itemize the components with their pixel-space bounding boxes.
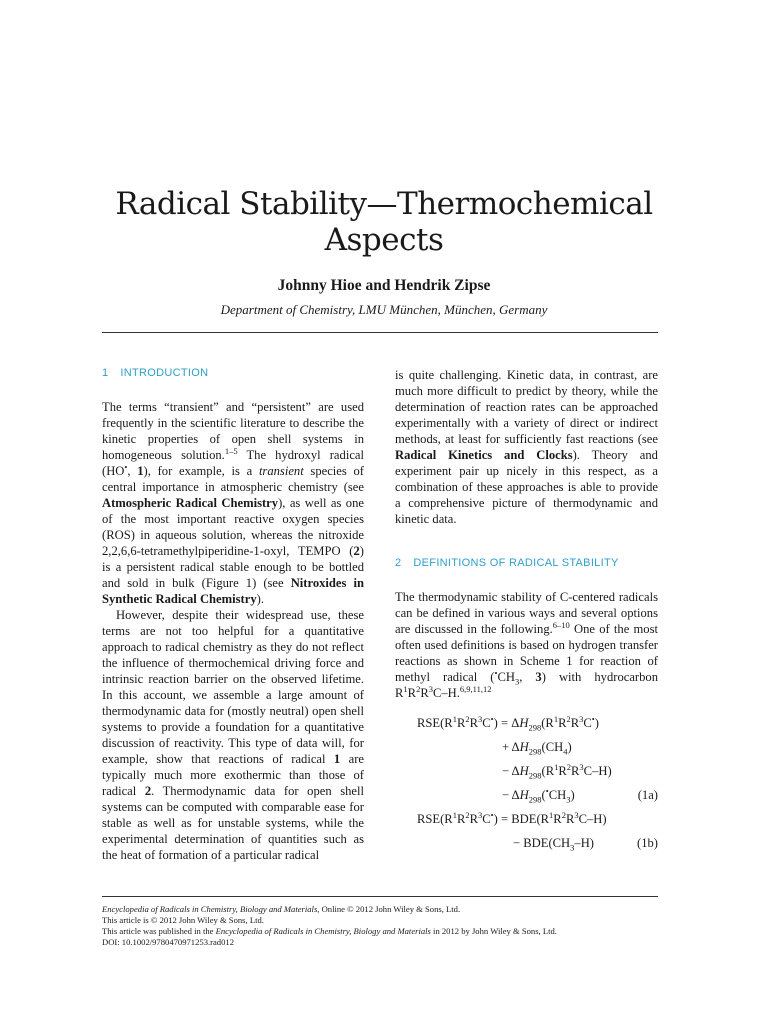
- text-run: R: [407, 686, 417, 700]
- reference-citation[interactable]: 1–5: [224, 445, 238, 456]
- compound-number: 2: [353, 544, 360, 558]
- compound-number: 3: [535, 670, 542, 684]
- author-list: Johnny Hioe and Hendrik Zipse: [277, 277, 491, 294]
- text-run: . Thermodynamic data for open shell systems can be computed with comparable ease for stable as well as for unstable systems, while the experimental determination of quantities such as the heat of formation of a particular radical: [102, 784, 365, 862]
- text-run: R: [420, 686, 429, 700]
- compound-number: 1: [333, 752, 341, 766]
- text-run: are typically much more exothermic than those of radical: [102, 752, 364, 798]
- subscript: 3: [514, 676, 520, 687]
- journal-name: Encyclopedia of Radicals in Chemistry, Biology and Materials: [215, 926, 431, 936]
- reference-citation[interactable]: 6,9,11,12: [459, 683, 492, 694]
- right-column: [395, 367, 658, 859]
- text-run: CH: [548, 788, 567, 802]
- intro-paragraph-2: [102, 607, 364, 863]
- journal-name: Encyclopedia of Radicals in Chemistry, Biology and Materials: [102, 904, 318, 914]
- radical-dot: •: [494, 667, 498, 678]
- text-run: (CH: [548, 836, 571, 850]
- cross-reference-link[interactable]: Atmospheric Radical Chemistry: [102, 496, 279, 510]
- left-column: [102, 367, 364, 863]
- section-heading-introduction: [102, 367, 364, 379]
- doi-link[interactable]: DOI: 10.1002/9780470971253.rad012: [102, 937, 234, 947]
- article-title: [0, 186, 768, 258]
- text-run: This article was published in the: [102, 926, 216, 936]
- text-run: ).: [256, 592, 264, 606]
- equation-1a-line-2: + $\Delta H_{298}(CH_4)$: [502, 740, 572, 757]
- text-run: The terms “transient” and “persistent” are used frequently in the scientific literature to describe the kinetic properties of open shell systems in homogeneous solution.: [102, 400, 364, 462]
- equation-tag-1b: (1b): [637, 836, 658, 850]
- equation-1a-line-1: $RSE(R^1R^2R^3C^•) = \Delta H_{298}(R^1R^2R^3C^•)$: [417, 713, 599, 733]
- text-run: RSE: [417, 716, 441, 730]
- footer-line-2: This article is © 2012 John Wiley & Sons, Ltd.: [102, 915, 264, 925]
- title-line-1: Radical Stability—Thermochemical: [115, 186, 653, 222]
- radical-dot: •: [124, 461, 128, 472]
- text-run: The hydroxyl radical (HO: [102, 448, 364, 478]
- superscript: 3: [428, 683, 433, 694]
- reference-citation[interactable]: 6–10: [552, 619, 570, 630]
- definitions-paragraph-1: [395, 589, 658, 701]
- equation-1a-line-3: − $\Delta H_{298}(R^1R^2R^3C-H)$: [502, 761, 612, 781]
- text-run: One of the most often used definitions is based on hydrogen transfer reactions as shown in Scheme 1 for reaction of methyl radical (: [395, 622, 658, 684]
- text-run: is quite challenging. Kinetic data, in contrast, are much more difficult to predict by theory, while the determination of reaction rates can be approached experimentally with a variety of direct or indirect methods, at least for sufficiently fast reactions (see: [395, 368, 658, 446]
- equation-tag-1a: (1a): [637, 788, 658, 802]
- header-divider: [102, 332, 658, 333]
- text-run: C–H.: [432, 686, 460, 700]
- equation-block: [395, 715, 658, 859]
- equation-1b-line-1: $RSE(R^1R^2R^3C^•) = BDE(R^1R^2R^3C-H)$: [417, 809, 607, 826]
- equation-1a-line-4: − $\Delta H_{298}(^•CH_3)$ (1a): [502, 785, 658, 805]
- section-title: INTRODUCTION: [120, 367, 209, 379]
- footer-line-3: [102, 926, 662, 937]
- section-number: 1: [102, 367, 109, 379]
- text-run: ), for example, is a: [143, 464, 259, 478]
- superscript: 1: [403, 683, 408, 694]
- title-line-2: Aspects: [324, 222, 444, 258]
- text-run: ) with hydrocarbon R: [395, 670, 659, 700]
- text-run: RSE: [417, 812, 441, 826]
- compound-number: 2: [144, 784, 152, 798]
- footer-divider: [102, 896, 658, 897]
- text-run: ) is a persistent radical stable enough to be bottled and sold in bulk (Figure 1) (see: [102, 544, 364, 590]
- text-run: –H): [574, 836, 594, 850]
- text-run: (CH: [541, 740, 564, 754]
- footer-line-1: [102, 904, 662, 915]
- equation-1b-line-2: − $BDE(CH_3-H)$ (1b): [513, 836, 658, 853]
- text-run: BDE: [523, 836, 549, 850]
- text-run: ,: [127, 464, 138, 478]
- affiliation: Department of Chemistry, LMU München, München, Germany: [220, 302, 548, 317]
- text-run: in 2012 by John Wiley & Sons, Ltd.: [430, 926, 557, 936]
- section-heading-definitions: [395, 557, 658, 569]
- text-run: ). Theory and experiment pair up nicely in this respect, as a combination of these approaches is able to provide a comprehensive picture of thermodynamic and kinetic data.: [395, 448, 658, 526]
- emphasis-text: transient: [258, 464, 304, 478]
- subscript: 298: [528, 722, 542, 733]
- text-run: The thermodynamic stability of C-centered radicals can be defined in various ways and several options are discussed in the following.: [395, 590, 658, 636]
- text-run: CH: [497, 670, 515, 684]
- cross-reference-link[interactable]: Nitroxides in Synthetic Radical Chemistry: [102, 576, 364, 606]
- text-run: However, despite their widespread use, these terms are not too helpful for a quantitative approach to radical chemistry as they do not reflect the influence of thermochemical driving force and intrinsic reaction barrier on the observed lifetime. In this account, we assemble a large amount of thermodynamic data for (mostly neutral) open shell systems to provide a foundation for a quantitative discussion of reactivity. This type of data will, for example, show that reactions of radical: [102, 608, 364, 766]
- text-run: BDE: [511, 812, 537, 826]
- text-run: , Online © 2012 John Wiley & Sons, Ltd.: [317, 904, 461, 914]
- text-run: ,: [519, 670, 536, 684]
- continued-paragraph: [395, 367, 658, 527]
- text-run: species of central importance in atmospheric chemistry (see: [102, 464, 365, 494]
- compound-number: 1: [137, 464, 144, 478]
- section-number: 2: [395, 557, 402, 569]
- section-title: DEFINITIONS OF RADICAL STABILITY: [413, 557, 619, 569]
- intro-paragraph-1: [102, 399, 364, 607]
- page-footer: [102, 904, 662, 948]
- superscript: 2: [416, 683, 421, 694]
- cross-reference-link[interactable]: Radical Kinetics and Clocks: [395, 448, 573, 462]
- text-run: ), as well as one of the most important reactive oxygen species (ROS) in aqueous solution, whereas the nitroxide 2,2,6,6-tetramethylpiperidine-1-oxyl, TEMPO (: [102, 496, 364, 558]
